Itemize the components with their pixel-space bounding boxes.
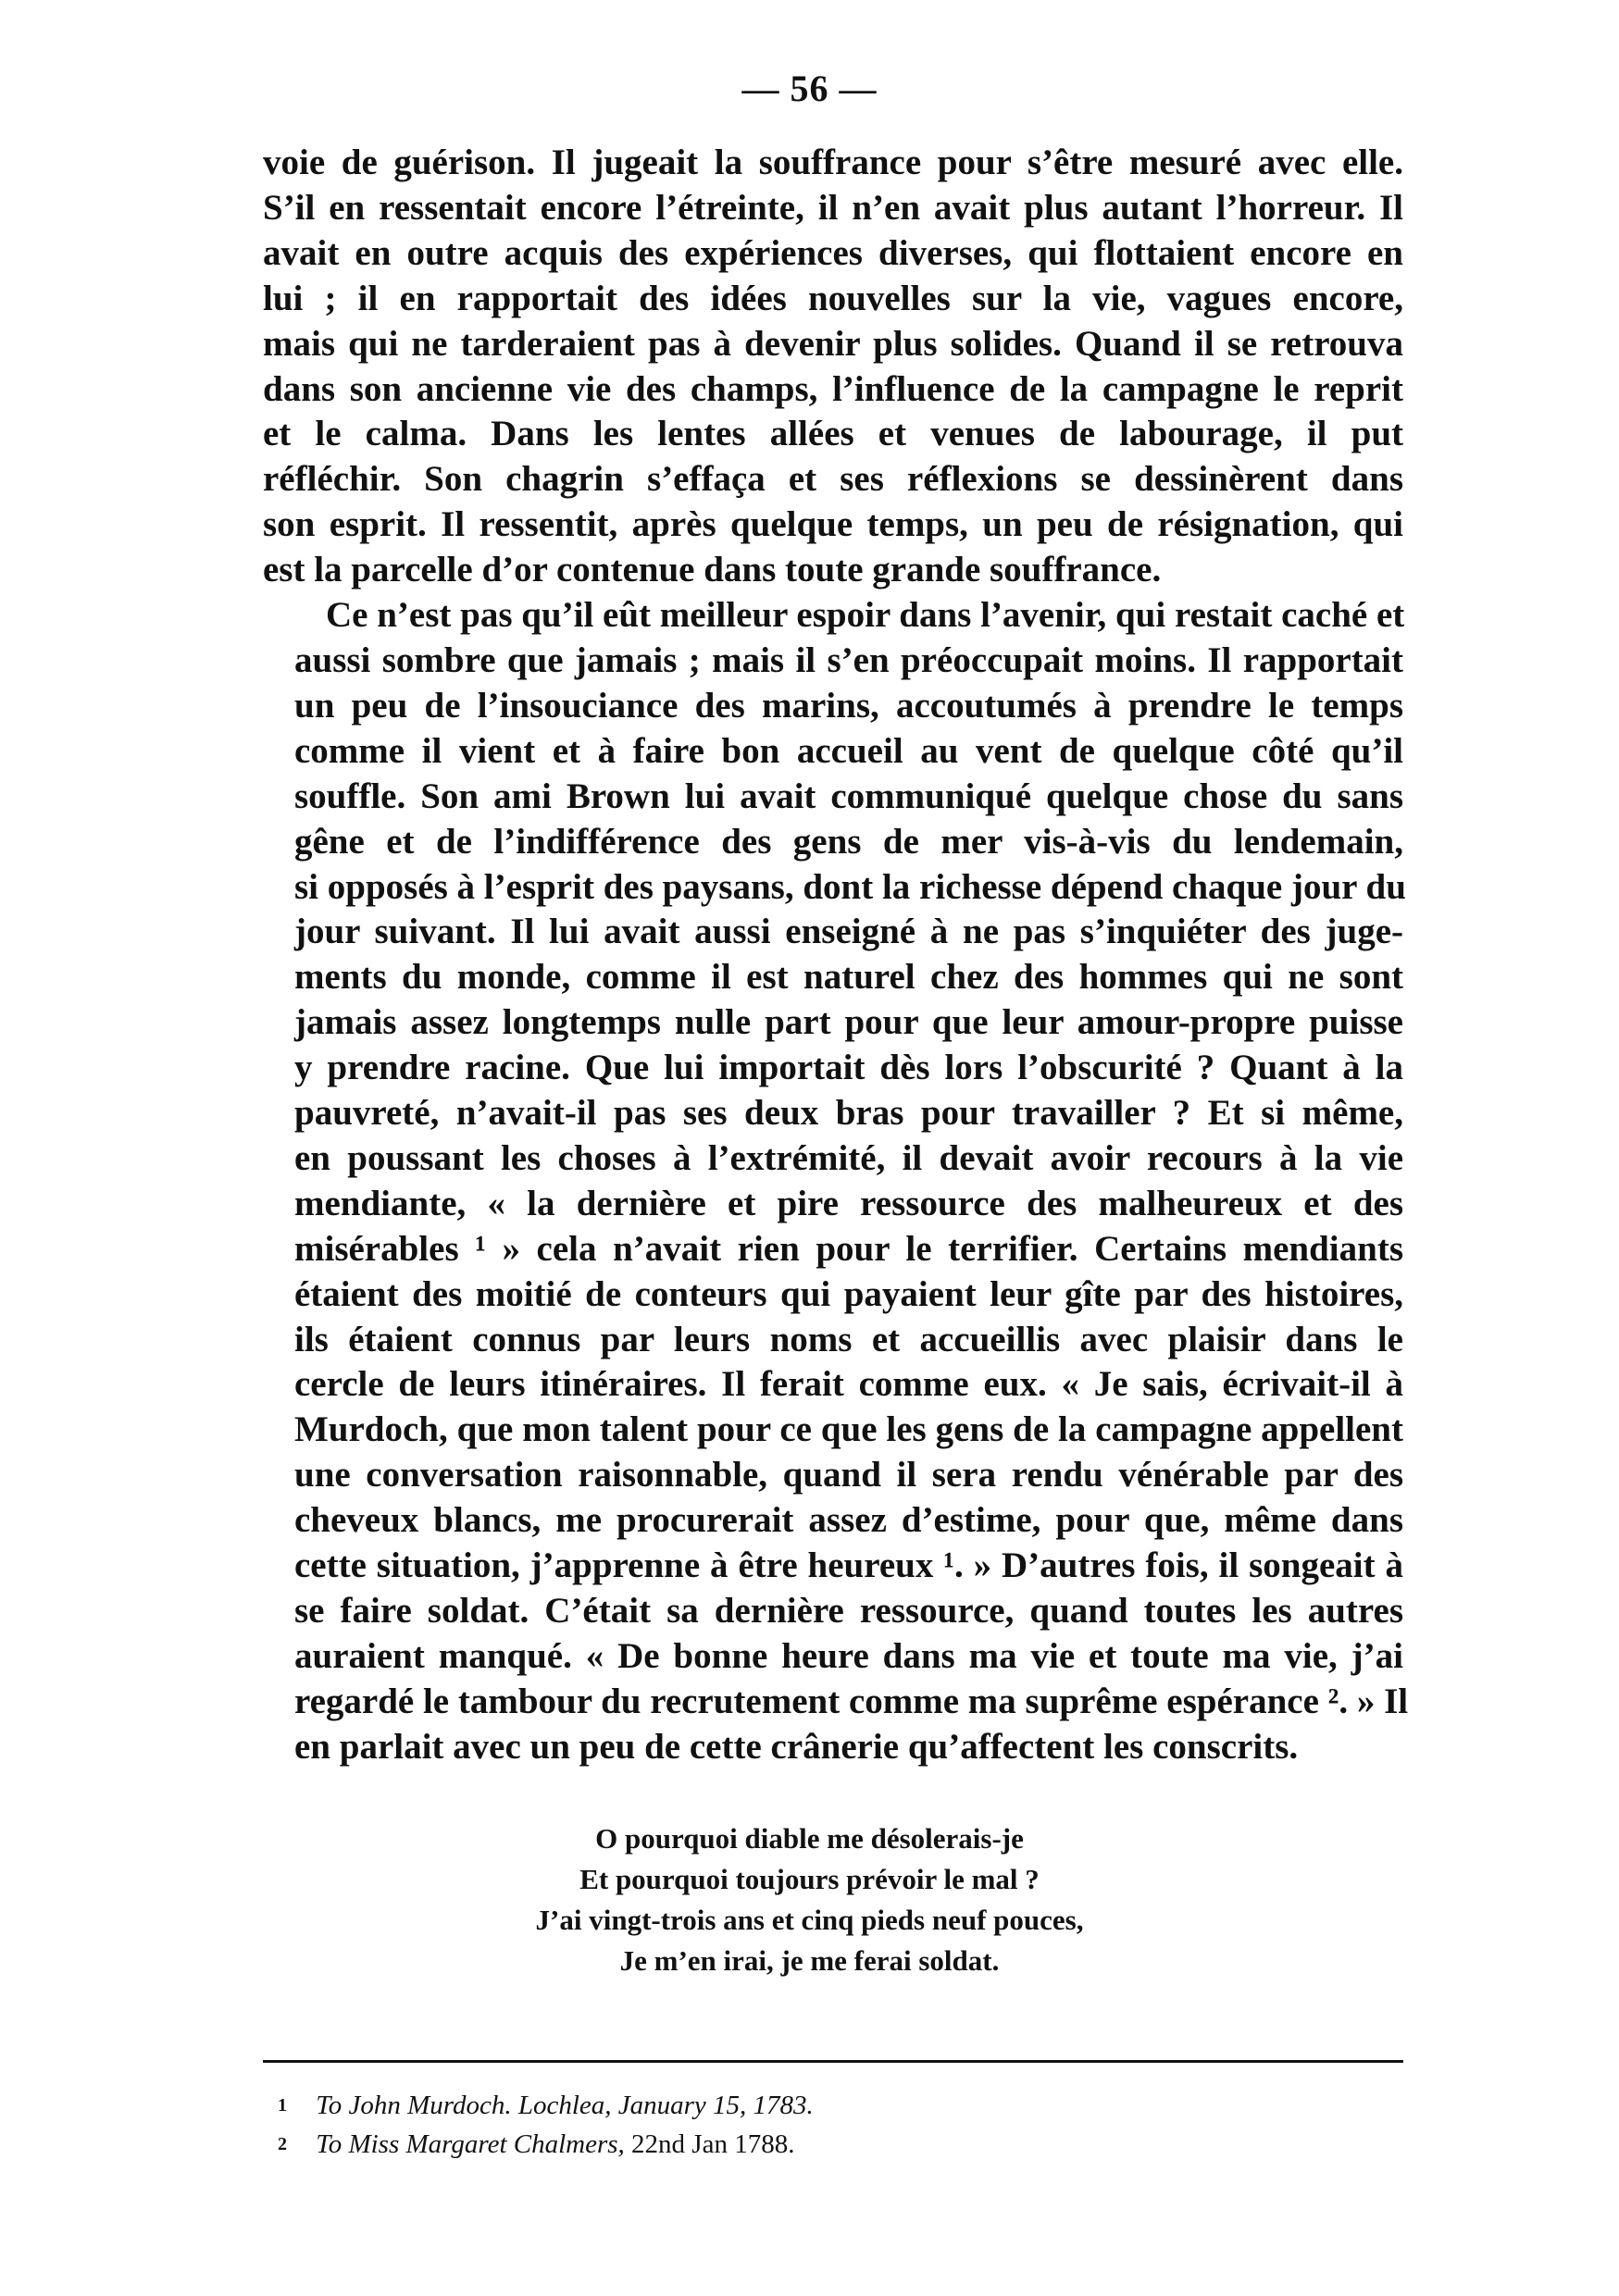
footnote-2: [278, 2125, 1389, 2164]
text-line: étaient des moitié de conteurs qui payaient leur gîte par des histoires,: [294, 1273, 1403, 1314]
text-line: se faire soldat. C’était sa dernière ressource, quand toutes les autres: [294, 1591, 1403, 1631]
footnote-text: To Miss Margaret Chalmers,: [316, 2129, 625, 2159]
footnote-divider: [263, 2060, 1403, 2063]
text-line: son esprit. Il ressentit, après quelque temps, un peu de résignation, qui: [263, 504, 1403, 545]
text-line: dans son ancienne vie des champs, l’influence de la campagne le reprit: [263, 368, 1403, 409]
text-line: en parlait avec un peu de cette crânerie qu’affectent les conscrits.: [294, 1726, 1299, 1767]
paragraph-1: [263, 141, 1403, 593]
footnote-marker: 2: [278, 2134, 287, 2154]
poem-line: O pourquoi diable me désolerais-je: [595, 1822, 1024, 1855]
poem-stanza: [0, 1818, 1619, 1981]
text-line: y prendre racine. Que lui importait dès lors l’obscurité ? Quant à la: [294, 1048, 1403, 1088]
text-line: et le calma. Dans les lentes allées et venues de labourage, il put: [263, 414, 1403, 454]
text-line: pauvreté, n’avait-il pas ses deux bras pour travailler ? Et si même,: [294, 1093, 1403, 1134]
footnote-text: To John Murdoch. Lochlea, January 15, 1783.: [316, 2091, 814, 2120]
text-line: si opposés à l’esprit des paysans, dont la richesse dépend chaque jour du: [294, 866, 1406, 907]
text-line: auraient manqué. « De bonne heure dans ma vie et toute ma vie, j’ai: [294, 1635, 1403, 1676]
text-line: une conversation raisonnable, quand il sera rendu vénérable par des: [294, 1455, 1403, 1496]
text-line: ments du monde, comme il est naturel chez des hommes qui ne sont: [294, 957, 1403, 998]
text-line: voie de guérison. Il jugeait la souffrance pour s’être mesuré avec elle.: [263, 143, 1403, 182]
text-line: comme il vient et à faire bon accueil au vent de quelque côté qu’il: [294, 730, 1403, 771]
text-line: ils étaient connus par leurs noms et accueillis avec plaisir dans le: [294, 1319, 1403, 1359]
text-line: cercle de leurs itinéraires. Il ferait comme eux. « Je sais, écrivait-il à: [294, 1364, 1403, 1405]
text-line: gêne et de l’indifférence des gens de mer vis-à-vis du lendemain,: [294, 821, 1403, 862]
text-line: Ce n’est pas qu’il eût meilleur espoir dans l’avenir, qui restait caché et: [326, 595, 1405, 636]
poem-line: Je m’en irai, je me ferai soldat.: [619, 1944, 1000, 1977]
footnote-1: [278, 2086, 1389, 2125]
text-line: Murdoch, que mon talent pour ce que les gens de la campagne appellent: [294, 1409, 1403, 1450]
text-line: S’il en ressentait encore l’étreinte, il n’en avait plus autant l’horreur. Il: [263, 187, 1403, 228]
text-line: misérables ¹ » cela n’avait rien pour le terrifier. Certains mendiants: [294, 1228, 1403, 1269]
text-line: jour suivant. Il lui avait aussi enseigné à ne pas s’inquiéter des juge-: [294, 912, 1403, 952]
text-line: réfléchir. Son chagrin s’effaça et ses réflexions se dessinèrent dans: [263, 459, 1403, 500]
text-line: un peu de l’insouciance des marins, accoutumés à prendre le temps: [294, 685, 1403, 726]
footnotes: [278, 2086, 1389, 2164]
paragraph-2: [263, 593, 1409, 1770]
text-line: mais qui ne tarderaient pas à devenir plus solides. Quand il se retrouva: [263, 323, 1403, 364]
text-line: aussi sombre que jamais ; mais il s’en préoccupait moins. Il rapportait: [294, 639, 1403, 680]
text-line: lui ; il en rapportait des idées nouvelles sur la vie, vagues encore,: [263, 278, 1403, 318]
footnote-marker: 1: [278, 2095, 287, 2116]
poem-line: Et pourquoi toujours prévoir le mal ?: [579, 1863, 1040, 1895]
text-line: avait en outre acquis des expériences diverses, qui flottaient encore en: [263, 232, 1403, 273]
text-line: cheveux blancs, me procurerait assez d’estime, pour que, même dans: [294, 1500, 1403, 1541]
text-line: regardé le tambour du recrutement comme ma suprême espérance ². » Il: [294, 1681, 1409, 1721]
text-line: jamais assez longtemps nulle part pour que leur amour-propre puisse: [294, 1002, 1403, 1043]
page-number: — 56 —: [741, 68, 878, 109]
text-line: cette situation, j’apprenne à être heureux ¹. » D’autres fois, il songeait à: [294, 1545, 1403, 1586]
main-text: [263, 141, 1409, 1770]
poem-line: J’ai vingt-trois ans et cinq pieds neuf pouces,: [535, 1904, 1084, 1936]
footnote-date: 22nd Jan 1788.: [631, 2129, 795, 2159]
text-line: souffle. Son ami Brown lui avait communiqué quelque chose du sans: [294, 776, 1403, 816]
text-line: mendiante, « la dernière et pire ressource des malheureux et des: [294, 1183, 1403, 1223]
text-line: en poussant les choses à l’extrémité, il devait avoir recours à la vie: [294, 1137, 1403, 1178]
text-line: est la parcelle d’or contenue dans toute grande souffrance.: [263, 550, 1162, 590]
